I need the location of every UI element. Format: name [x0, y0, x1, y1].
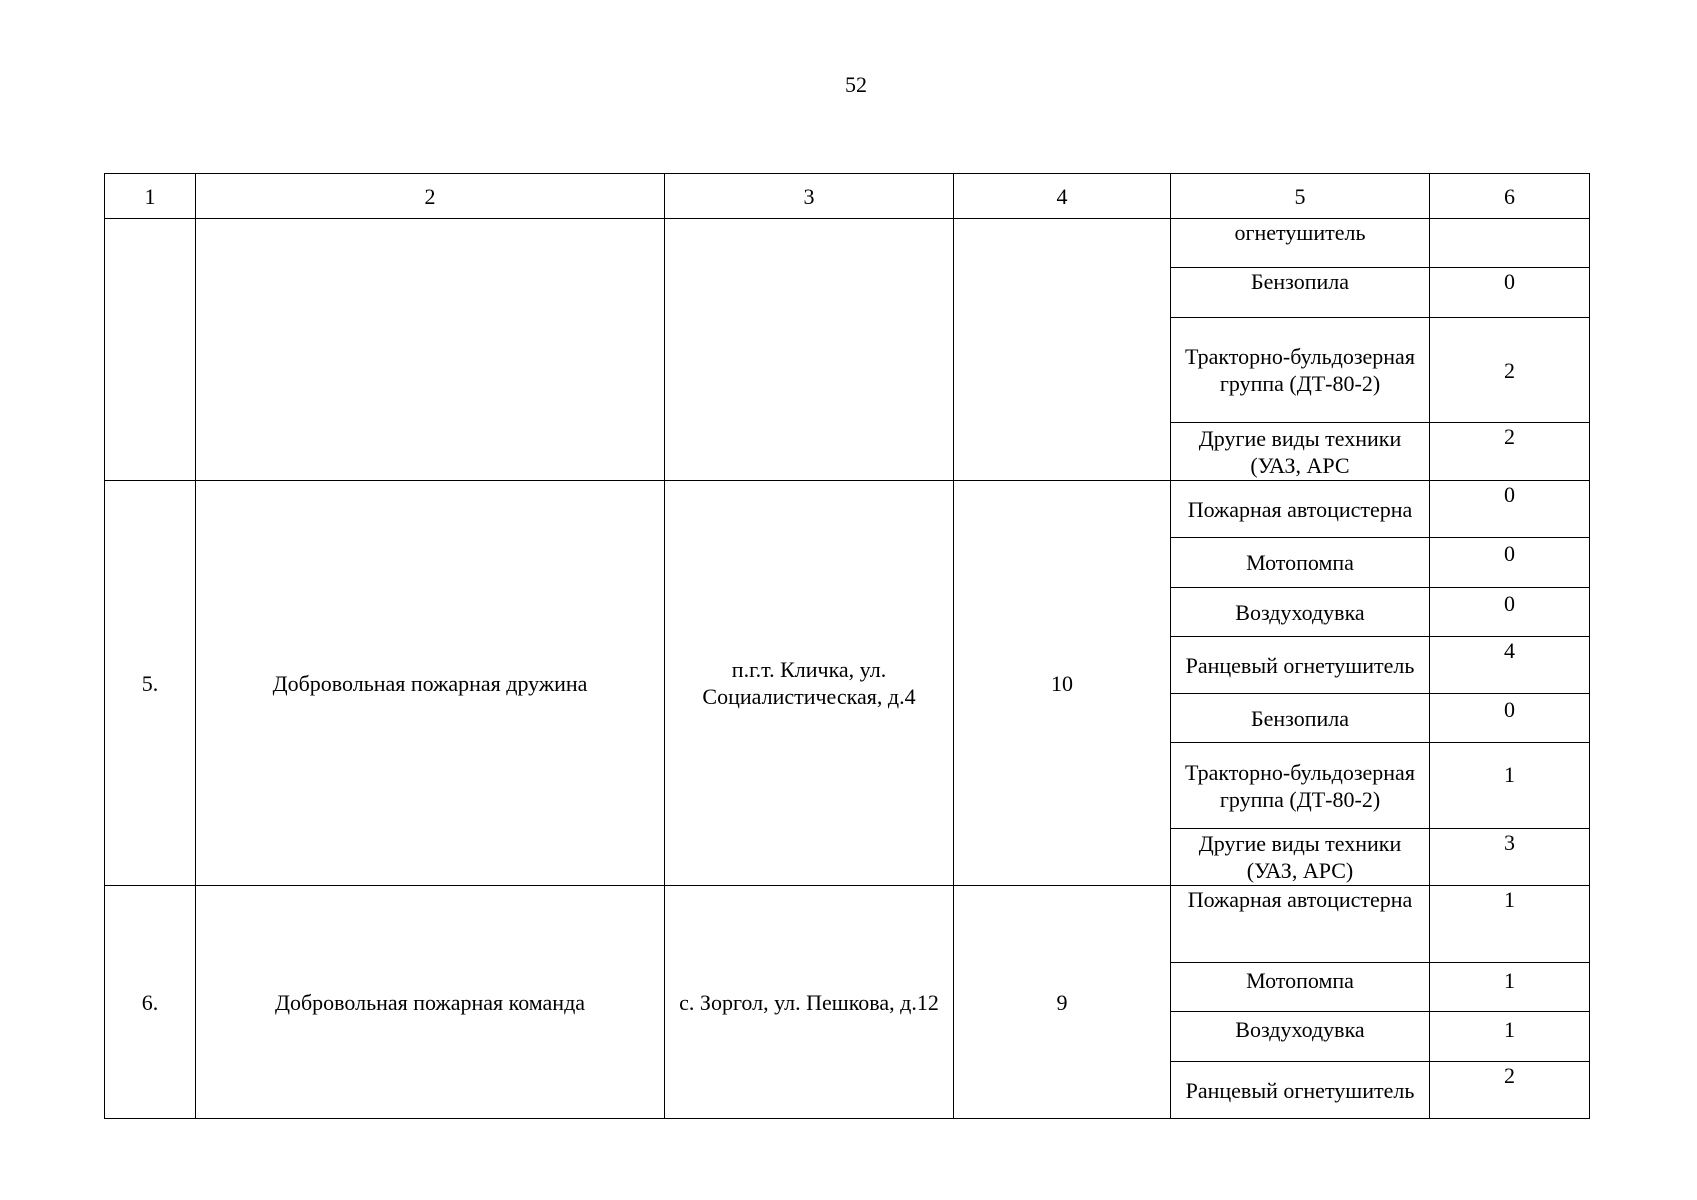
count-cell: 2 [1430, 1062, 1590, 1119]
equipment-cell: Пожарная автоцистерна [1171, 481, 1430, 538]
equipment-cell: Тракторно-бульдозерная группа (ДТ-80-2) [1171, 743, 1430, 829]
name-cell: Добровольная пожарная дружина [196, 481, 665, 886]
count-cell: 1 [1430, 886, 1590, 963]
staff-cell: 10 [954, 481, 1171, 886]
number-cell [105, 219, 196, 481]
count-cell: 1 [1430, 1012, 1590, 1062]
number-cell: 5. [105, 481, 196, 886]
equipment-cell: Мотопомпа [1171, 963, 1430, 1012]
count-cell: 0 [1430, 268, 1590, 318]
header-cell: 4 [954, 174, 1171, 219]
name-cell [196, 219, 665, 481]
equipment-cell: Мотопомпа [1171, 538, 1430, 588]
header-cell: 5 [1171, 174, 1430, 219]
table-row [105, 219, 1590, 268]
equipment-cell: Бензопила [1171, 268, 1430, 318]
count-cell: 0 [1430, 481, 1590, 538]
count-cell: 1 [1430, 743, 1590, 829]
count-cell: 4 [1430, 637, 1590, 694]
header-cell: 1 [105, 174, 196, 219]
count-cell: 2 [1430, 423, 1590, 481]
number-cell: 6. [105, 886, 196, 1119]
count-cell: 2 [1430, 318, 1590, 423]
equipment-cell: Воздуходувка [1171, 1012, 1430, 1062]
count-cell: 0 [1430, 588, 1590, 637]
header-row [105, 174, 1590, 219]
name-cell: Добровольная пожарная команда [196, 886, 665, 1119]
equipment-cell: огнетушитель [1171, 219, 1430, 268]
equipment-table [104, 173, 1590, 1119]
count-cell: 3 [1430, 829, 1590, 886]
count-cell: 0 [1430, 694, 1590, 743]
count-cell [1430, 219, 1590, 268]
equipment-cell: Тракторно-бульдозерная группа (ДТ-80-2) [1171, 318, 1430, 423]
equipment-cell: Другие виды техники (УАЗ, АРС) [1171, 829, 1430, 886]
count-cell: 0 [1430, 538, 1590, 588]
header-cell: 3 [665, 174, 954, 219]
page-number: 52 [845, 72, 867, 97]
count-cell: 1 [1430, 963, 1590, 1012]
equipment-cell: Ранцевый огнетушитель [1171, 637, 1430, 694]
header-cell: 2 [196, 174, 665, 219]
address-cell: с. Зоргол, ул. Пешкова, д.12 [665, 886, 954, 1119]
equipment-cell: Другие виды техники (УАЗ, АРС [1171, 423, 1430, 481]
address-cell: п.г.т. Кличка, ул. Социалистическая, д.4 [665, 481, 954, 886]
table-row [105, 886, 1590, 963]
staff-cell: 9 [954, 886, 1171, 1119]
equipment-cell: Воздуходувка [1171, 588, 1430, 637]
address-cell [665, 219, 954, 481]
table-row [105, 481, 1590, 538]
staff-cell [954, 219, 1171, 481]
equipment-cell: Бензопила [1171, 694, 1430, 743]
header-cell: 6 [1430, 174, 1590, 219]
equipment-cell: Ранцевый огнетушитель [1171, 1062, 1430, 1119]
equipment-cell: Пожарная автоцистерна [1171, 886, 1430, 963]
